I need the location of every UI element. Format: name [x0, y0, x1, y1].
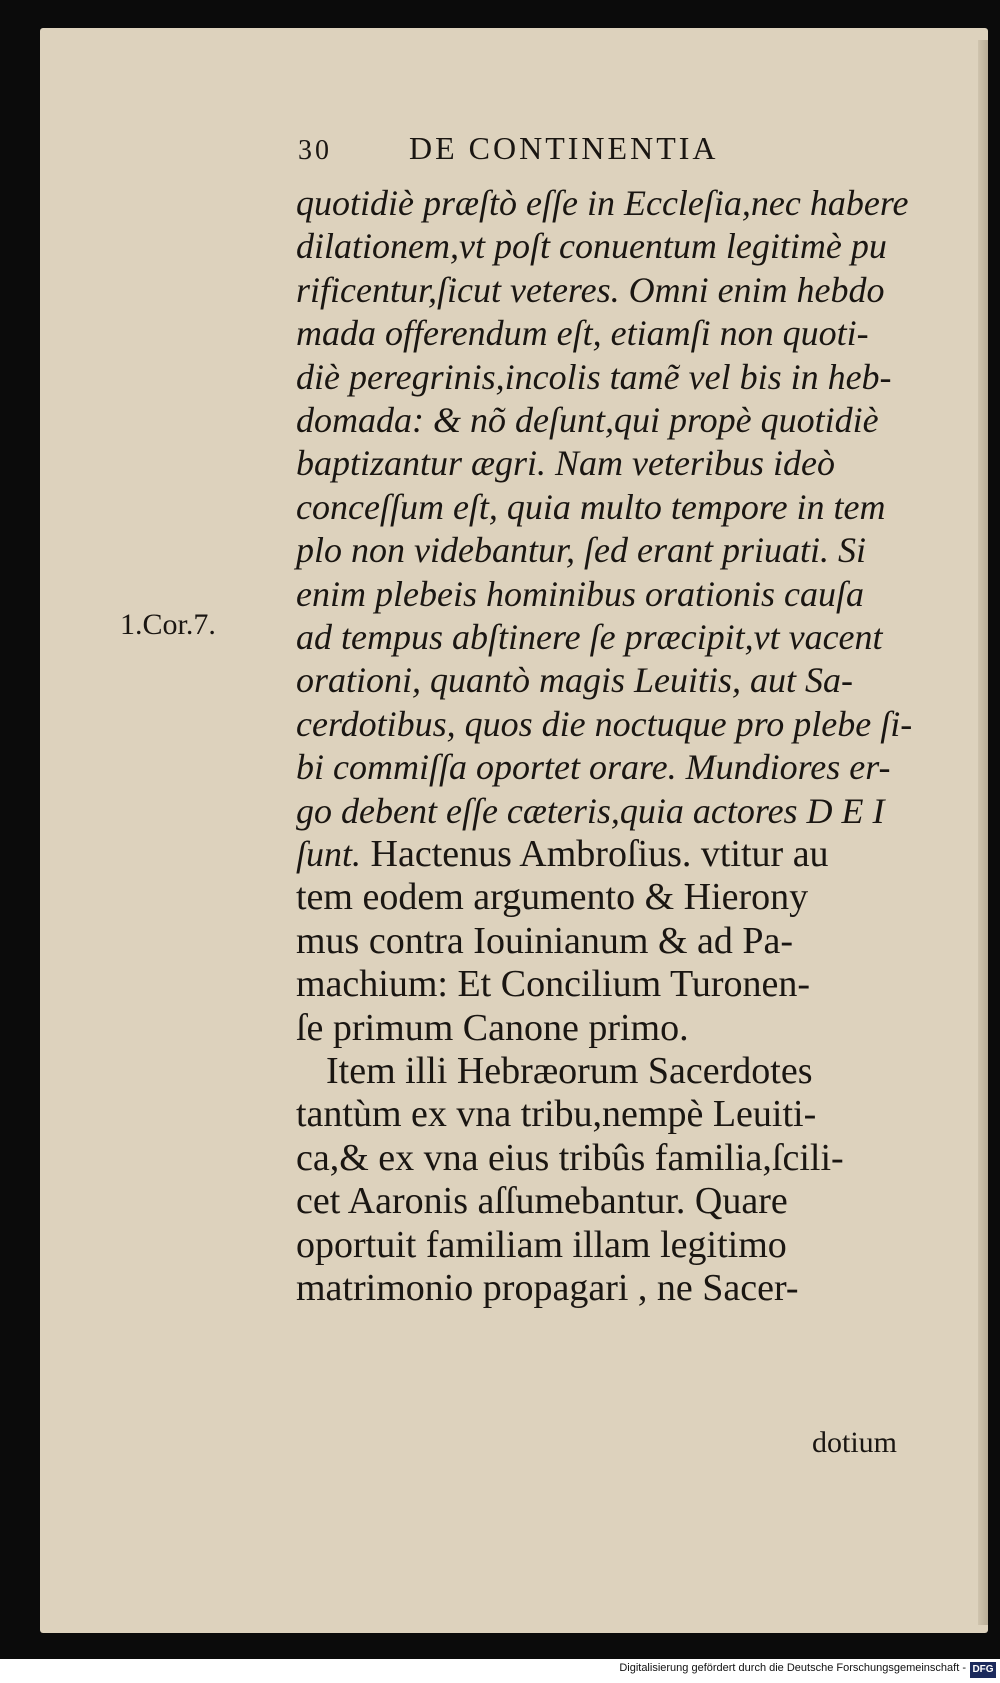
text-line-content: plo non videbantur, ſed erant priuati. Si	[296, 530, 866, 571]
text-line-content: Item illi Hebræorum Sacerdotes	[326, 1050, 813, 1092]
text-line-content: rificentur,ſicut veteres. Omni enim hebdo	[296, 269, 885, 310]
text-line-content: ca,& ex vna eius tribûs familia,ſcili-	[296, 1136, 844, 1179]
text-line-content: mada offerendum eſt, etiamſi non quoti-	[296, 313, 869, 354]
text-line	[296, 788, 885, 834]
text-line	[296, 1135, 844, 1181]
text-line-content: quotidiè præſtò eſſe in Eccleſia,nec habere	[296, 183, 909, 223]
text-line-content: enim plebeis hominibus orationis cauſa	[296, 573, 864, 614]
catchword: dotium	[812, 1426, 898, 1459]
text-line	[296, 744, 891, 790]
text-line	[296, 180, 909, 226]
text-line-content: diè peregrinis,incolis tamẽ vel bis in heb-	[296, 356, 892, 397]
text-line-content: domada: & nõ deſunt,qui propè quotidiè	[296, 400, 879, 440]
text-line-content: cet Aaronis aſſumebantur. Quare	[296, 1180, 788, 1223]
text-line	[296, 1222, 787, 1268]
margin-note: 1.Cor.7.	[120, 608, 216, 641]
page-number: 30	[298, 135, 332, 166]
text-line	[296, 1178, 788, 1224]
footer-bar	[0, 1659, 1000, 1683]
text-line	[296, 440, 835, 486]
text-line-content: mus contra Iouinianum & ad Pa-	[296, 919, 794, 962]
text-line	[296, 354, 892, 400]
text-line	[296, 918, 793, 964]
text-line	[296, 397, 879, 443]
text-line	[296, 1265, 799, 1311]
text-line	[296, 961, 810, 1007]
text-line-content: matrimonio propagari , ne Sacer-	[296, 1267, 799, 1309]
text-line	[326, 1048, 813, 1094]
text-line-content: ad tempus abſtinere ſe præcipit,vt vacent	[296, 617, 883, 657]
text-line-content: oportuit familiam illam legitimo	[296, 1223, 787, 1266]
text-line-content: orationi, quantò magis Leuitis, aut Sa-	[296, 660, 854, 701]
text-line-content: tantùm ex vna tribu,nempè Leuiti-	[296, 1093, 817, 1136]
text-line-content: dilationem,vt poſt conuentum legitimè pu	[296, 226, 887, 267]
text-line	[296, 1091, 816, 1137]
text-line-content: baptizantur ægri. Nam veteribus ideò	[296, 443, 835, 484]
text-line	[296, 701, 912, 747]
text-line	[296, 571, 864, 617]
text-line	[296, 484, 886, 530]
footer-text: Digitalisierung gefördert durch die Deutsche Forschungsgemeinschaft -	[619, 1662, 966, 1674]
text-line	[296, 1005, 689, 1051]
text-line	[296, 310, 869, 356]
dfg-logo: DFG	[970, 1662, 996, 1678]
text-line-content: machium: Et Concilium Turonen-	[296, 963, 811, 1006]
text-line	[296, 527, 866, 573]
text-line	[296, 614, 883, 660]
running-title: DE CONTINENTIA	[409, 130, 719, 166]
text-line-italic-part: ſunt.	[296, 834, 362, 874]
running-head	[298, 130, 858, 174]
text-line-content: bi commiſſa oportet orare. Mundiores er-	[296, 747, 891, 788]
text-line-content: go debent eſſe cæteris,quia actores D E I	[296, 790, 885, 831]
page-edge	[978, 40, 988, 1625]
text-line-content: cerdotibus, quos die noctuque pro plebe ſi-	[296, 703, 913, 744]
text-line	[296, 223, 887, 269]
text-line	[296, 831, 829, 877]
text-line-content: tem eodem argumento & Hierony	[296, 876, 809, 919]
text-line	[296, 657, 853, 703]
text-line-content: ſe primum Canone primo.	[296, 1006, 689, 1049]
text-line-content: conceſſum eſt, quia multo tempore in tem	[296, 486, 886, 527]
text-line-roman-part: Hactenus Ambroſius. vtitur au	[361, 833, 829, 875]
text-line	[296, 874, 808, 920]
text-line	[296, 267, 885, 313]
